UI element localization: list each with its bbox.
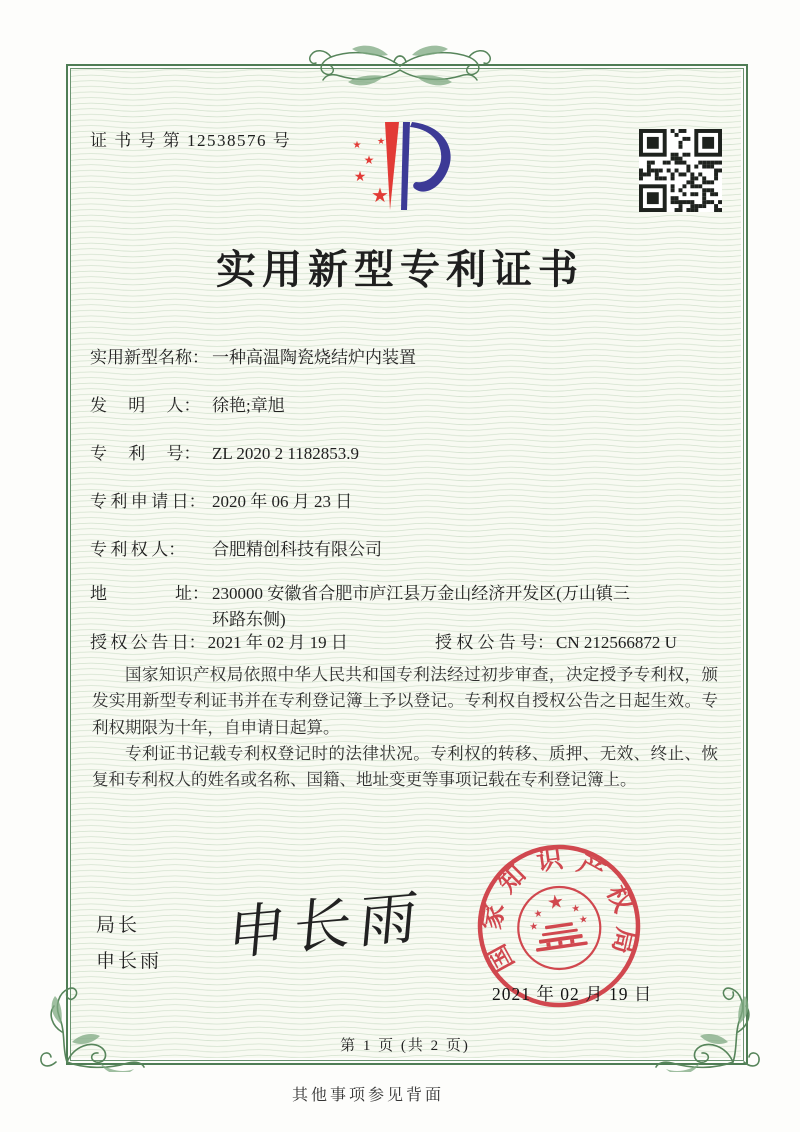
certificate-title: 实用新型专利证书 (216, 247, 584, 292)
back-side-note: 其他事项参见背面 (291, 1087, 444, 1104)
field-value: 徐艳;章旭 (212, 396, 285, 415)
field-label: 授 权 公 告 日： (90, 633, 206, 652)
field-label: 专 利 申 请 日： (90, 492, 206, 511)
field-row-patent-number (90, 441, 359, 467)
field-label: 专 利 号： (90, 444, 201, 463)
national-emblem-icon (513, 882, 606, 975)
field-label: 地 址： (90, 584, 209, 603)
field-row-name (90, 345, 416, 371)
commissioner-signature: 申长雨 (225, 884, 429, 968)
star-icon: ★ (532, 908, 544, 921)
field-value: 230000 安徽省合肥市庐江县万金山经济开发区(万山镇三环路东侧) (212, 584, 630, 629)
legal-paragraph: 国家知识产权局依照中华人民共和国专利法经过初步审查，决定授予专利权，颁发实用新型专利证书并在专利登记簿上予以登记。专利权自授权公告之日起生效。专利权期限为十年，自申请日起算。 (92, 665, 718, 737)
field-value: ZL 2020 2 1182853.9 (212, 444, 360, 463)
star-icon: ★ (545, 890, 566, 915)
grant-number-pair (435, 630, 677, 656)
bottom-left-flourish-ornament (38, 966, 150, 1072)
legal-paragraph: 专利证书记载专利权登记时的法律状况。专利权的转移、质押、无效、终止、恢复和专利权人的姓名或名称、国籍、地址变更等事项记载在专利登记簿上。 (92, 743, 718, 790)
star-icon: ★ (578, 913, 589, 927)
officer-name: 申长雨 (96, 951, 163, 972)
star-icon: ★ (353, 169, 367, 185)
cnipa-patent-logo-icon (344, 118, 456, 216)
qr-code (639, 129, 722, 212)
field-label: 授 权 公 告 号： (435, 633, 554, 652)
star-icon: ★ (528, 920, 540, 934)
officer-title: 局长 (96, 915, 141, 936)
field-row-address (90, 581, 637, 633)
field-row-filing-date (90, 489, 352, 515)
field-value: 合肥精创科技有限公司 (212, 540, 382, 559)
field-value: 2021 年 02 月 19 日 (207, 633, 348, 652)
field-value: 2020 年 06 月 23 日 (212, 492, 353, 511)
star-icon: ★ (352, 140, 362, 151)
star-icon: ★ (363, 153, 375, 167)
page-number: 第 1 页 (共 2 页) (340, 1038, 470, 1054)
certificate-number: 证 书 号 第 12538576 号 (90, 131, 292, 150)
legal-text (92, 662, 718, 793)
seal-ring-text: 国家知识产权局 (476, 843, 641, 977)
field-label: 实用新型名称： (90, 348, 209, 367)
field-value: 一种高温陶瓷烧结炉内装置 (212, 348, 416, 367)
field-label: 专 利 权 人： (90, 540, 186, 559)
star-icon: ★ (371, 183, 389, 207)
field-label: 发 明 人： (90, 396, 201, 415)
field-value: CN 212566872 U (556, 633, 677, 652)
field-row-inventor (90, 393, 285, 419)
bottom-right-flourish-ornament (650, 966, 762, 1072)
field-row-patentee (90, 537, 382, 563)
seal-date: 2021 年 02 月 19 日 (492, 984, 653, 1004)
star-icon: ★ (376, 137, 386, 147)
top-flourish-ornament (288, 40, 512, 92)
field-row-grant (90, 630, 730, 656)
star-icon: ★ (570, 902, 582, 916)
